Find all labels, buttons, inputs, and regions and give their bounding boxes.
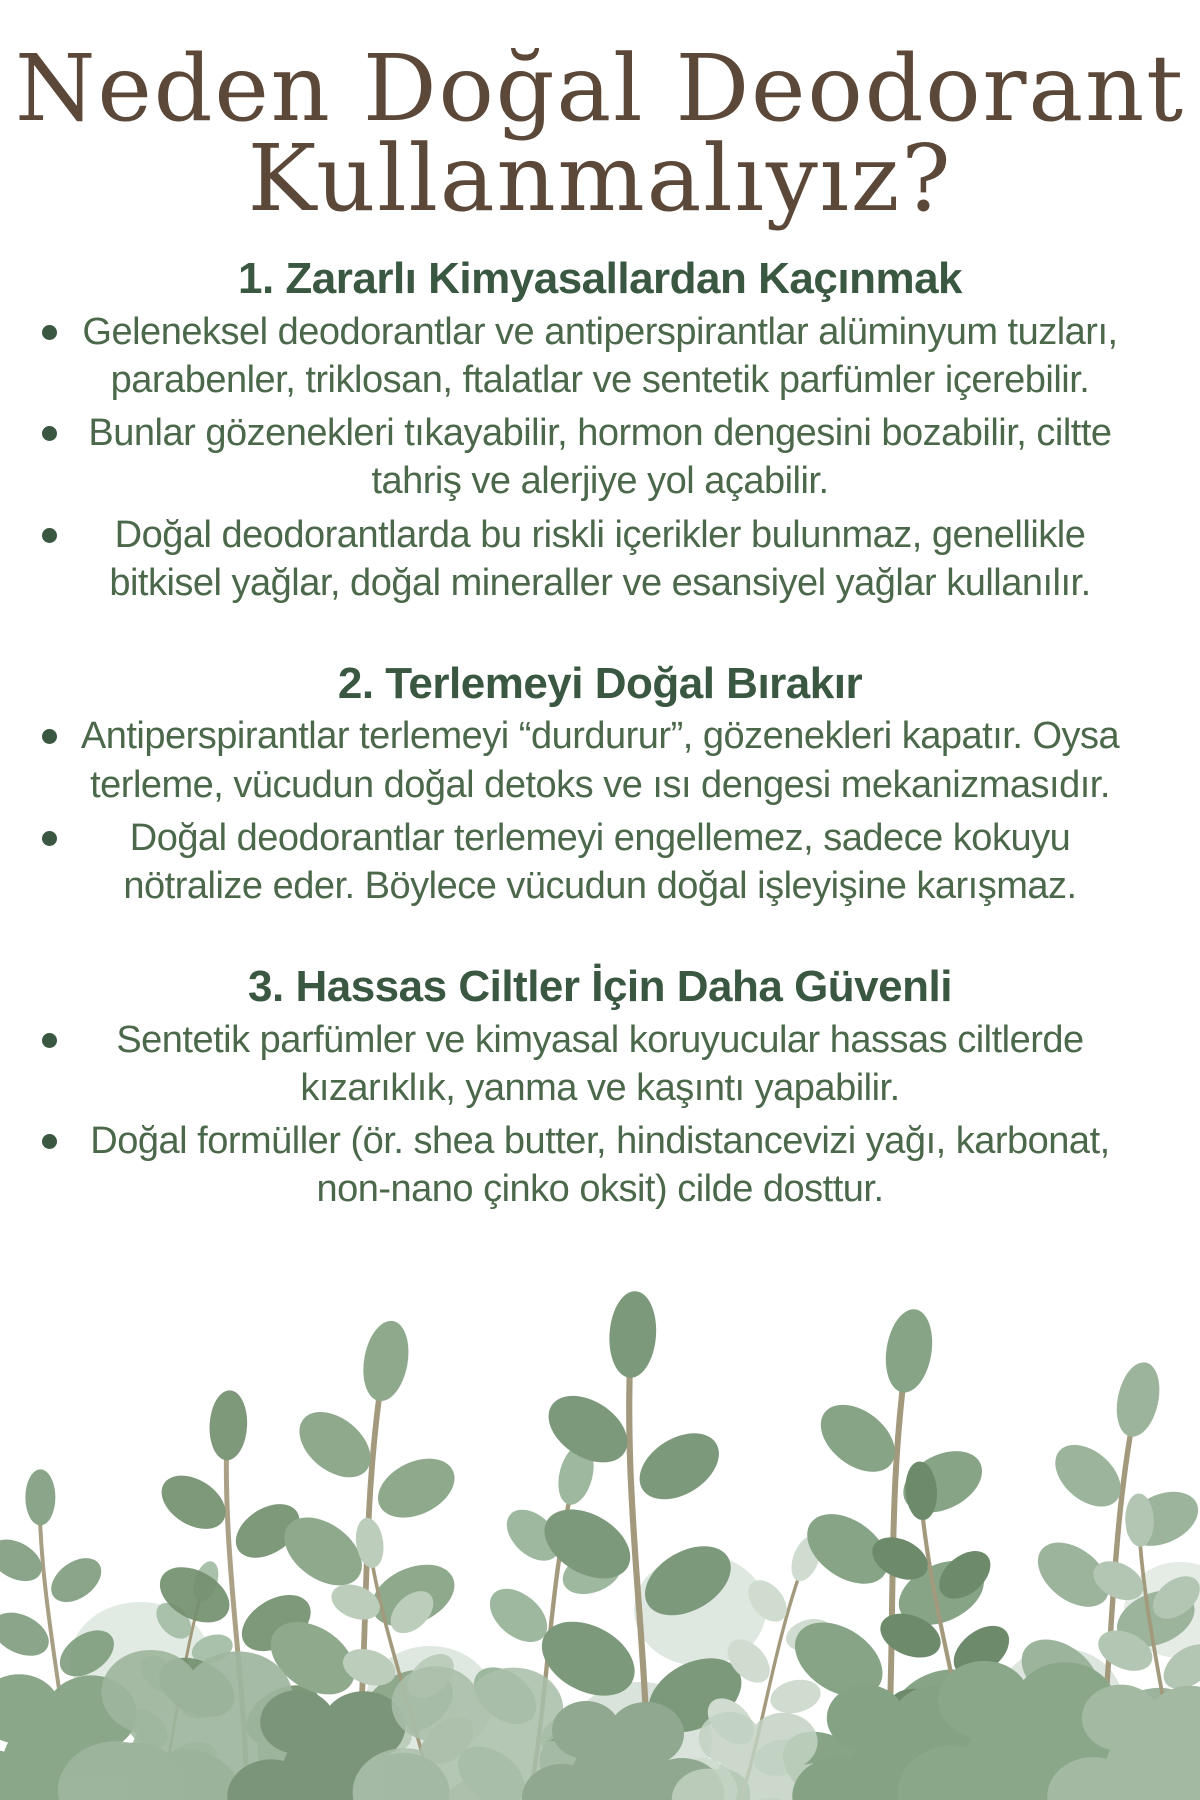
- bullet-text: Doğal deodorantlarda bu riskli içerikler bulunmaz, genellikle bitkisel yağlar, doğal mineraller ve esansiyel yağlar kullanılır.: [109, 513, 1091, 604]
- bullet-dot: [42, 729, 57, 744]
- bullet-text: Doğal formüller (ör. shea butter, hindistancevizi yağı, karbonat, non-nano çinko oksit) cilde dosttur.: [90, 1120, 1110, 1211]
- eucalyptus-illustration: [0, 1140, 1200, 1800]
- bullet-text: Antiperspirantlar terlemeyi “durdurur”, gözenekleri kapatır. Oysa terleme, vücudun doğal detoks ve ısı dengesi mekanizmasıdır.: [80, 715, 1120, 806]
- page-title-line-1: Neden Doğal Deodorant: [15, 35, 1185, 142]
- bullet-dot: [42, 831, 57, 846]
- section-3-bullet-list: [0, 1016, 1200, 1214]
- list-item: [0, 409, 1200, 506]
- list-item: [0, 511, 1200, 608]
- section-2-bullet-list: [0, 712, 1200, 910]
- content: [0, 254, 1200, 1213]
- bullet-dot: [42, 325, 57, 340]
- page-title: [0, 0, 1200, 233]
- bullet-dot: [42, 1033, 57, 1048]
- list-item: [0, 308, 1200, 405]
- list-item: [0, 1117, 1200, 1214]
- page-title-line-2: Kullanmalıyız?: [247, 125, 953, 233]
- section-harmful-chemicals: [0, 254, 1200, 607]
- bullet-dot: [42, 1134, 57, 1149]
- bullet-text: Doğal deodorantlar terlemeyi engellemez, sadece kokuyu nötralize eder. Böylece vücudun doğal işleyişine karışmaz.: [123, 816, 1077, 908]
- section-2-heading: 2. Terlemeyi Doğal Bırakır: [337, 659, 863, 709]
- bullet-text: Bunlar gözenekleri tıkayabilir, hormon dengesini bozabilir, ciltte tahriş ve alerjiye yol açabilir.: [88, 412, 1112, 503]
- section-1-bullet-list: [0, 308, 1200, 608]
- section-natural-sweating: [0, 659, 1200, 910]
- bullet-text: Geleneksel deodorantlar ve antiperspirantlar alüminyum tuzları, parabenler, triklosan, ftalatlar ve sentetik parfümler içerebilir.: [82, 310, 1118, 401]
- bullet-dot: [42, 426, 57, 441]
- section-3-heading: 3. Hassas Ciltler İçin Daha Güvenli: [248, 962, 952, 1012]
- list-item: [0, 712, 1200, 809]
- section-1-heading: 1. Zararlı Kimyasallardan Kaçınmak: [237, 254, 963, 304]
- list-item: [0, 814, 1200, 911]
- bullet-dot: [42, 528, 57, 543]
- section-sensitive-skin: [0, 962, 1200, 1213]
- list-item: [0, 1016, 1200, 1113]
- bullet-text: Sentetik parfümler ve kimyasal koruyucular hassas ciltlerde kızarıklık, yanma ve kaşıntı yapabilir.: [116, 1018, 1084, 1109]
